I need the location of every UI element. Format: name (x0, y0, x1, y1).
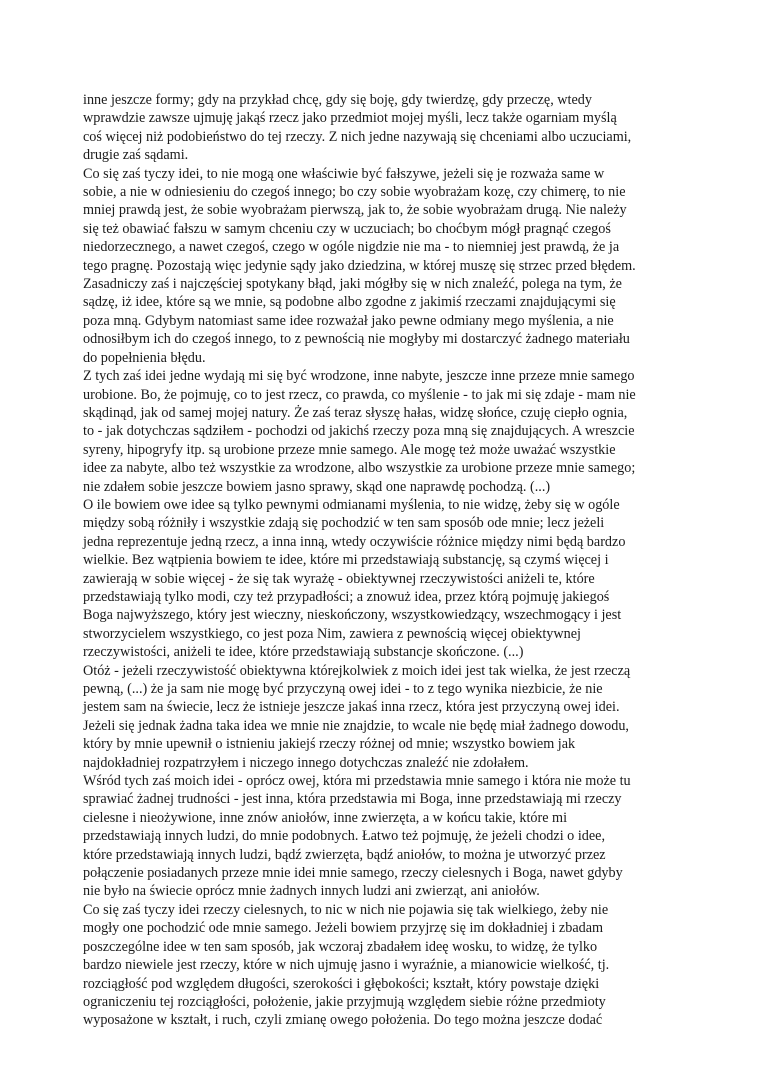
text-line: jestem sam na świecie, lecz że istnieje jeszcze jakaś inna rzecz, która jest przyczyną owej idei. (83, 699, 620, 716)
text-line: Z tych zaś idei jedne wydają mi się być wrodzone, inne nabyte, jeszcze inne przeze mnie samego (83, 368, 635, 385)
text-line: sobie, a nie w odniesieniu do czegoś innego; bo czy sobie wyobrażam kozę, czy chimerę, to nie (83, 184, 626, 201)
text-line: mniej prawdą jest, że sobie wyobrażam pierwszą, jak to, że sobie wyobrażam drugą. Nie należy (83, 202, 627, 219)
text-line: do popełnienia błędu. (83, 349, 206, 366)
text-line: które przedstawiają innych ludzi, bądź zwierzęta, bądź aniołów, to można je utworzyć przez (83, 846, 606, 863)
text-line: najdokładniej rozpatrzyłem i niczego innego dotychczas znaleźć nie zdołałem. (83, 754, 529, 771)
paragraph (83, 772, 685, 901)
text-line: tego pragnę. Pozostają więc jedynie sądy jako dziedzina, w której muszę się strzec przed błędem. (83, 257, 636, 274)
text-line: stworzycielem wszystkiego, co jest poza Nim, zawiera z pewnością więcej obiektywnej (83, 625, 581, 642)
text-line: sądzę, iż idee, które są we mnie, są podobne albo zgodne z jakimiś rzeczami znajdującymi się (83, 294, 616, 311)
text-line: poszczególne idee w ten sam sposób, jak wczoraj zbadałem ideę wosku, to widzę, że tylko (83, 938, 598, 955)
text-line: drugie zaś sądami. (83, 147, 189, 164)
text-line: wprawdzie zawsze ujmuję jakąś rzecz jako przedmiot mojej myśli, lecz także ogarniam myślą (83, 110, 617, 127)
text-line: bardzo niewiele jest rzeczy, które w nich ujmuję jasno i wyraźnie, a mianowicie wielkość, tj. (83, 957, 610, 974)
text-line: rzeczywistości, aniżeli te idee, które przedstawiają substancje skończone. (...) (83, 644, 524, 661)
text-line: Zasadniczy zaś i najczęściej spotykany błąd, jaki mógłby się w nich znaleźć, polega na tym, że (83, 276, 622, 293)
paragraph (83, 367, 685, 496)
paragraph (83, 165, 685, 367)
paragraph (83, 662, 685, 772)
text-line: to - jak dotychczas sądziłem - pochodzi od jakichś rzeczy poza mną się znajdujących. A wreszcie (83, 423, 635, 440)
text-line: nie było na świecie oprócz mnie żadnych innych ludzi ani zwierząt, ani aniołów. (83, 883, 540, 900)
text-line: niedorzecznego, a nawet czegoś, czego w ogóle nigdzie nie ma - to niemniej jest prawdą, że ja (83, 239, 620, 256)
text-line: cielesne i nieożywione, inne znów aniołów, inne zwierzęta, a w końcu takie, które mi (83, 809, 568, 826)
text-line: Otóż - jeżeli rzeczywistość obiektywna którejkolwiek z moich idei jest tak wielka, że jest rzeczą (83, 662, 631, 679)
text-line: ograniczeniu tej rozciągłości, położenie, jakie przyjmują względem siebie różne przedmioty (83, 993, 606, 1010)
text-line: O ile bowiem owe idee są tylko pewnymi odmianami myślenia, to nie widzę, żeby się w ogóle (83, 496, 620, 513)
text-line: który by mnie upewnił o istnieniu jakiejś rzeczy różnej od mnie; wszystko bowiem jak (83, 736, 576, 753)
text-line: Co się zaś tyczy idei, to nie mogą one właściwie być fałszywe, jeżeli się je rozważa same w (83, 165, 605, 182)
text-line: przedstawiają innych ludzi, do mnie podobnych. Łatwo też pojmuję, że jeżeli chodzi o idee, (83, 828, 606, 845)
text-line: Jeżeli się jednak żadna taka idea we mnie nie znajdzie, to wcale nie będę miał żadnego dowodu, (83, 717, 629, 734)
text-line: wielkie. Bez wątpienia bowiem te idee, które mi przedstawiają substancję, są czymś więcej i (83, 552, 609, 569)
text-line: się też obawiać fałszu w samym chceniu czy w uczuciach; bo choćbym mógł pragnąć czegoś (83, 220, 611, 237)
text-line: inne jeszcze formy; gdy na przykład chcę, gdy się boję, gdy twierdzę, gdy przeczę, wtedy (83, 92, 592, 108)
text-line: skądinąd, jak od samej mojej natury. Że zaś teraz słyszę hałas, widzę słońce, czuję ciepło ognia, (83, 404, 628, 421)
text-line: urobione. Bo, że pojmuję, co to jest rzecz, co prawda, co myślenie - to jak mi się zdaje - mam nie (83, 386, 636, 403)
text-line: Wśród tych zaś moich idei - oprócz owej, która mi przedstawia mnie samego i która nie może tu (83, 773, 631, 790)
text-line: coś więcej niż podobieństwo do tej rzeczy. Z nich jedne nazywają się chceniami albo uczuciami, (83, 128, 632, 145)
text-line: pewną, (...) że ja sam nie mogę być przyczyną owej idei - to z tego wynika niezbicie, że nie (83, 681, 603, 697)
text-line: sprawiać żadnej trudności - jest inna, która przedstawia mi Boga, inne przedstawiają mi rzeczy (83, 791, 622, 808)
text-line: jedna reprezentuje jedną rzecz, a inna inną, wtedy oczywiście różnice między nimi będą bardzo (83, 533, 626, 550)
document-page (83, 91, 685, 1030)
text-line: poza mną. Gdybym natomiast same idee rozważał jako pewne odmiany mego myślenia, a nie (83, 312, 614, 329)
text-line: idee za nabyte, albo też wszystkie za wrodzone, albo wszystkie za urobione przeze mnie samego; (83, 460, 636, 477)
text-line: Boga najwyższego, który jest wieczny, nieskończony, wszystkowiedzący, wszechmogący i jest (83, 607, 622, 624)
text-line: Co się zaś tyczy idei rzeczy cielesnych, to nic w nich nie pojawia się tak wielkiego, żeby nie (83, 901, 609, 918)
text-line: mogły one pochodzić ode mnie samego. Jeżeli bowiem przyjrzę się im dokładniej i zbadam (83, 920, 604, 937)
text-line: nie zdałem sobie jeszcze bowiem jasno sprawy, skąd one naprawdę pochodzą. (...) (83, 478, 551, 495)
text-line: wyposażone w kształt, i ruch, czyli zmianę owego położenia. Do tego można jeszcze dodać (83, 1012, 603, 1029)
text-line: rozciągłość pod względem długości, szerokości i głębokości; kształt, który powstaje dzięki (83, 975, 600, 992)
paragraph (83, 496, 685, 662)
paragraph (83, 901, 685, 1030)
paragraph (83, 91, 685, 165)
text-line: zawierają w sobie więcej - że się tak wyrażę - obiektywnej rzeczywistości aniżeli te, które (83, 570, 595, 587)
text-line: między sobą różniły i wszystkie zdają się pochodzić w ten sam sposób ode mnie; lecz jeżeli (83, 515, 605, 532)
text-line: syreny, hipogryfy itp. są urobione przeze mnie samego. Ale mogę też może uważać wszystkie (83, 441, 616, 458)
text-line: połączenie posiadanych przeze mnie idei mnie samego, rzeczy cielesnych i Boga, nawet gdyby (83, 865, 623, 882)
text-line: przedstawiają tylko modi, czy też przypadłości; a znowuż idea, przez którą pojmuję jakiegoś (83, 588, 610, 605)
document-body (83, 91, 685, 1030)
text-line: odnosiłbym ich do czegoś innego, to z pewnością nie mogłyby mi dostarczyć żadnego materiału (83, 331, 630, 348)
